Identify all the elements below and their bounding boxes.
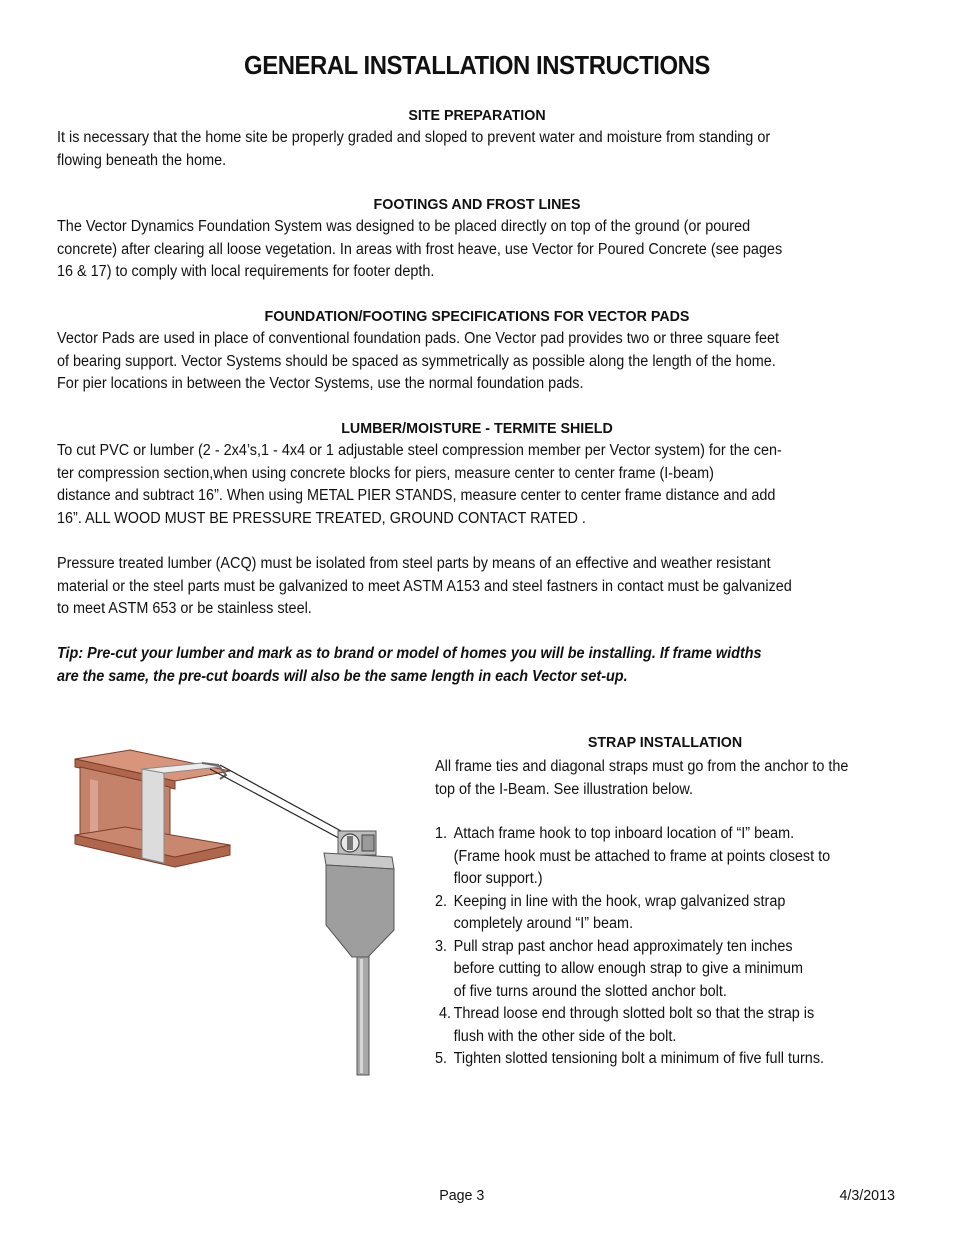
specs-heading: FOUNDATION/FOOTING SPECIFICATIONS FOR VECTOR PADS — [264, 308, 690, 325]
strap-installation-illustration — [70, 745, 415, 1080]
step-number: 5. — [435, 1050, 448, 1067]
step-text: Tighten slotted tensioning bolt a minimum of five full turns. — [453, 1050, 825, 1067]
site-preparation-heading: SITE PREPARATION — [408, 107, 546, 124]
anchor-plate — [326, 865, 394, 957]
list-item — [435, 1003, 891, 1048]
strap-installation-heading: STRAP INSTALLATION — [587, 734, 743, 751]
page-number: Page 3 — [439, 1187, 485, 1204]
step-text: Thread loose end through slotted bolt so that the strap is flush with the other side of the bolt. — [453, 1005, 815, 1045]
step-number: 3. — [435, 937, 448, 955]
list-item — [435, 823, 891, 891]
anchor-nut — [362, 835, 374, 851]
lumber-text-2: Pressure treated lumber (ACQ) must be isolated from steel parts by means of an effective and weather resistant material or the steel parts must be galvanized to meet ASTM A153 and steel fastners in contact must be galvanized to meet ASTM 653 or be stainless steel. — [57, 555, 792, 617]
list-item — [435, 891, 891, 936]
site-preparation-text: It is necessary that the home site be properly graded and sloped to prevent water and moisture from standing or flowing beneath the home. — [57, 129, 771, 169]
strap-installation-intro: All frame ties and diagonal straps must go from the anchor to the top of the I-Beam. See illustration below. — [435, 758, 849, 798]
strap-steps-list — [435, 823, 891, 1071]
footings-text: The Vector Dynamics Foundation System was designed to be placed directly on top of the ground (or poured concrete) after clearing all loose vegetation. In areas with frost heave, use Vector for Poured Concrete (see pages 16 & 17) to comply with local requirements for footer depth. — [57, 218, 783, 280]
document-date: 4/3/2013 — [839, 1187, 895, 1204]
anchor-shaft-highlight — [360, 959, 363, 1073]
bolt-slot — [347, 836, 353, 850]
page-title: GENERAL INSTALLATION INSTRUCTIONS — [244, 50, 710, 80]
step-text: Pull strap past anchor head approximately ten inches before cutting to allow enough strap to give a minimum of five turns around the slotted anchor bolt. — [453, 937, 803, 1000]
diagonal-strap-edge — [210, 769, 348, 843]
list-item — [435, 1048, 891, 1071]
lumber-text-1: To cut PVC or lumber (2 - 2x4’s,1 - 4x4 or 1 adjustable steel compression member per Vector system) for the cen- ter compression section,when using concrete blocks for piers, measure center to center frame (I-beam) distance and subtract 16”. When using METAL PIER STANDS, measure center to center frame distance and add 16”. ALL WOOD MUST BE PRESSURE TREATED, GROUND CONTACT RATED . — [57, 442, 782, 527]
specs-text: Vector Pads are used in place of conventional foundation pads. One Vector pad provides two or three square feet of bearing support. Vector Systems should be spaced as symmetrically as possible along the length of the home. For pier locations in between the Vector Systems, use the normal foundation pads. — [57, 330, 780, 392]
step-number: 4. — [435, 1005, 452, 1022]
step-text: Keeping in line with the hook, wrap galvanized strap completely around “I” beam. — [453, 892, 786, 932]
footings-heading: FOOTINGS AND FROST LINES — [373, 196, 581, 213]
step-number: 1. — [435, 825, 448, 842]
list-item — [435, 936, 891, 1004]
step-number: 2. — [435, 892, 448, 910]
diagonal-strap — [220, 765, 352, 837]
strap-around-beam — [142, 769, 164, 863]
lumber-heading: LUMBER/MOISTURE - TERMITE SHIELD — [341, 420, 613, 437]
step-text: Attach frame hook to top inboard location of “I” beam. (Frame hook must be attached to frame at points closest to floor support.) — [453, 825, 831, 887]
lumber-tip: Tip: Pre-cut your lumber and mark as to brand or model of homes you will be installing. If frame widths are the same, the pre-cut boards will also be the same length in each Vector set-up. — [57, 645, 762, 685]
